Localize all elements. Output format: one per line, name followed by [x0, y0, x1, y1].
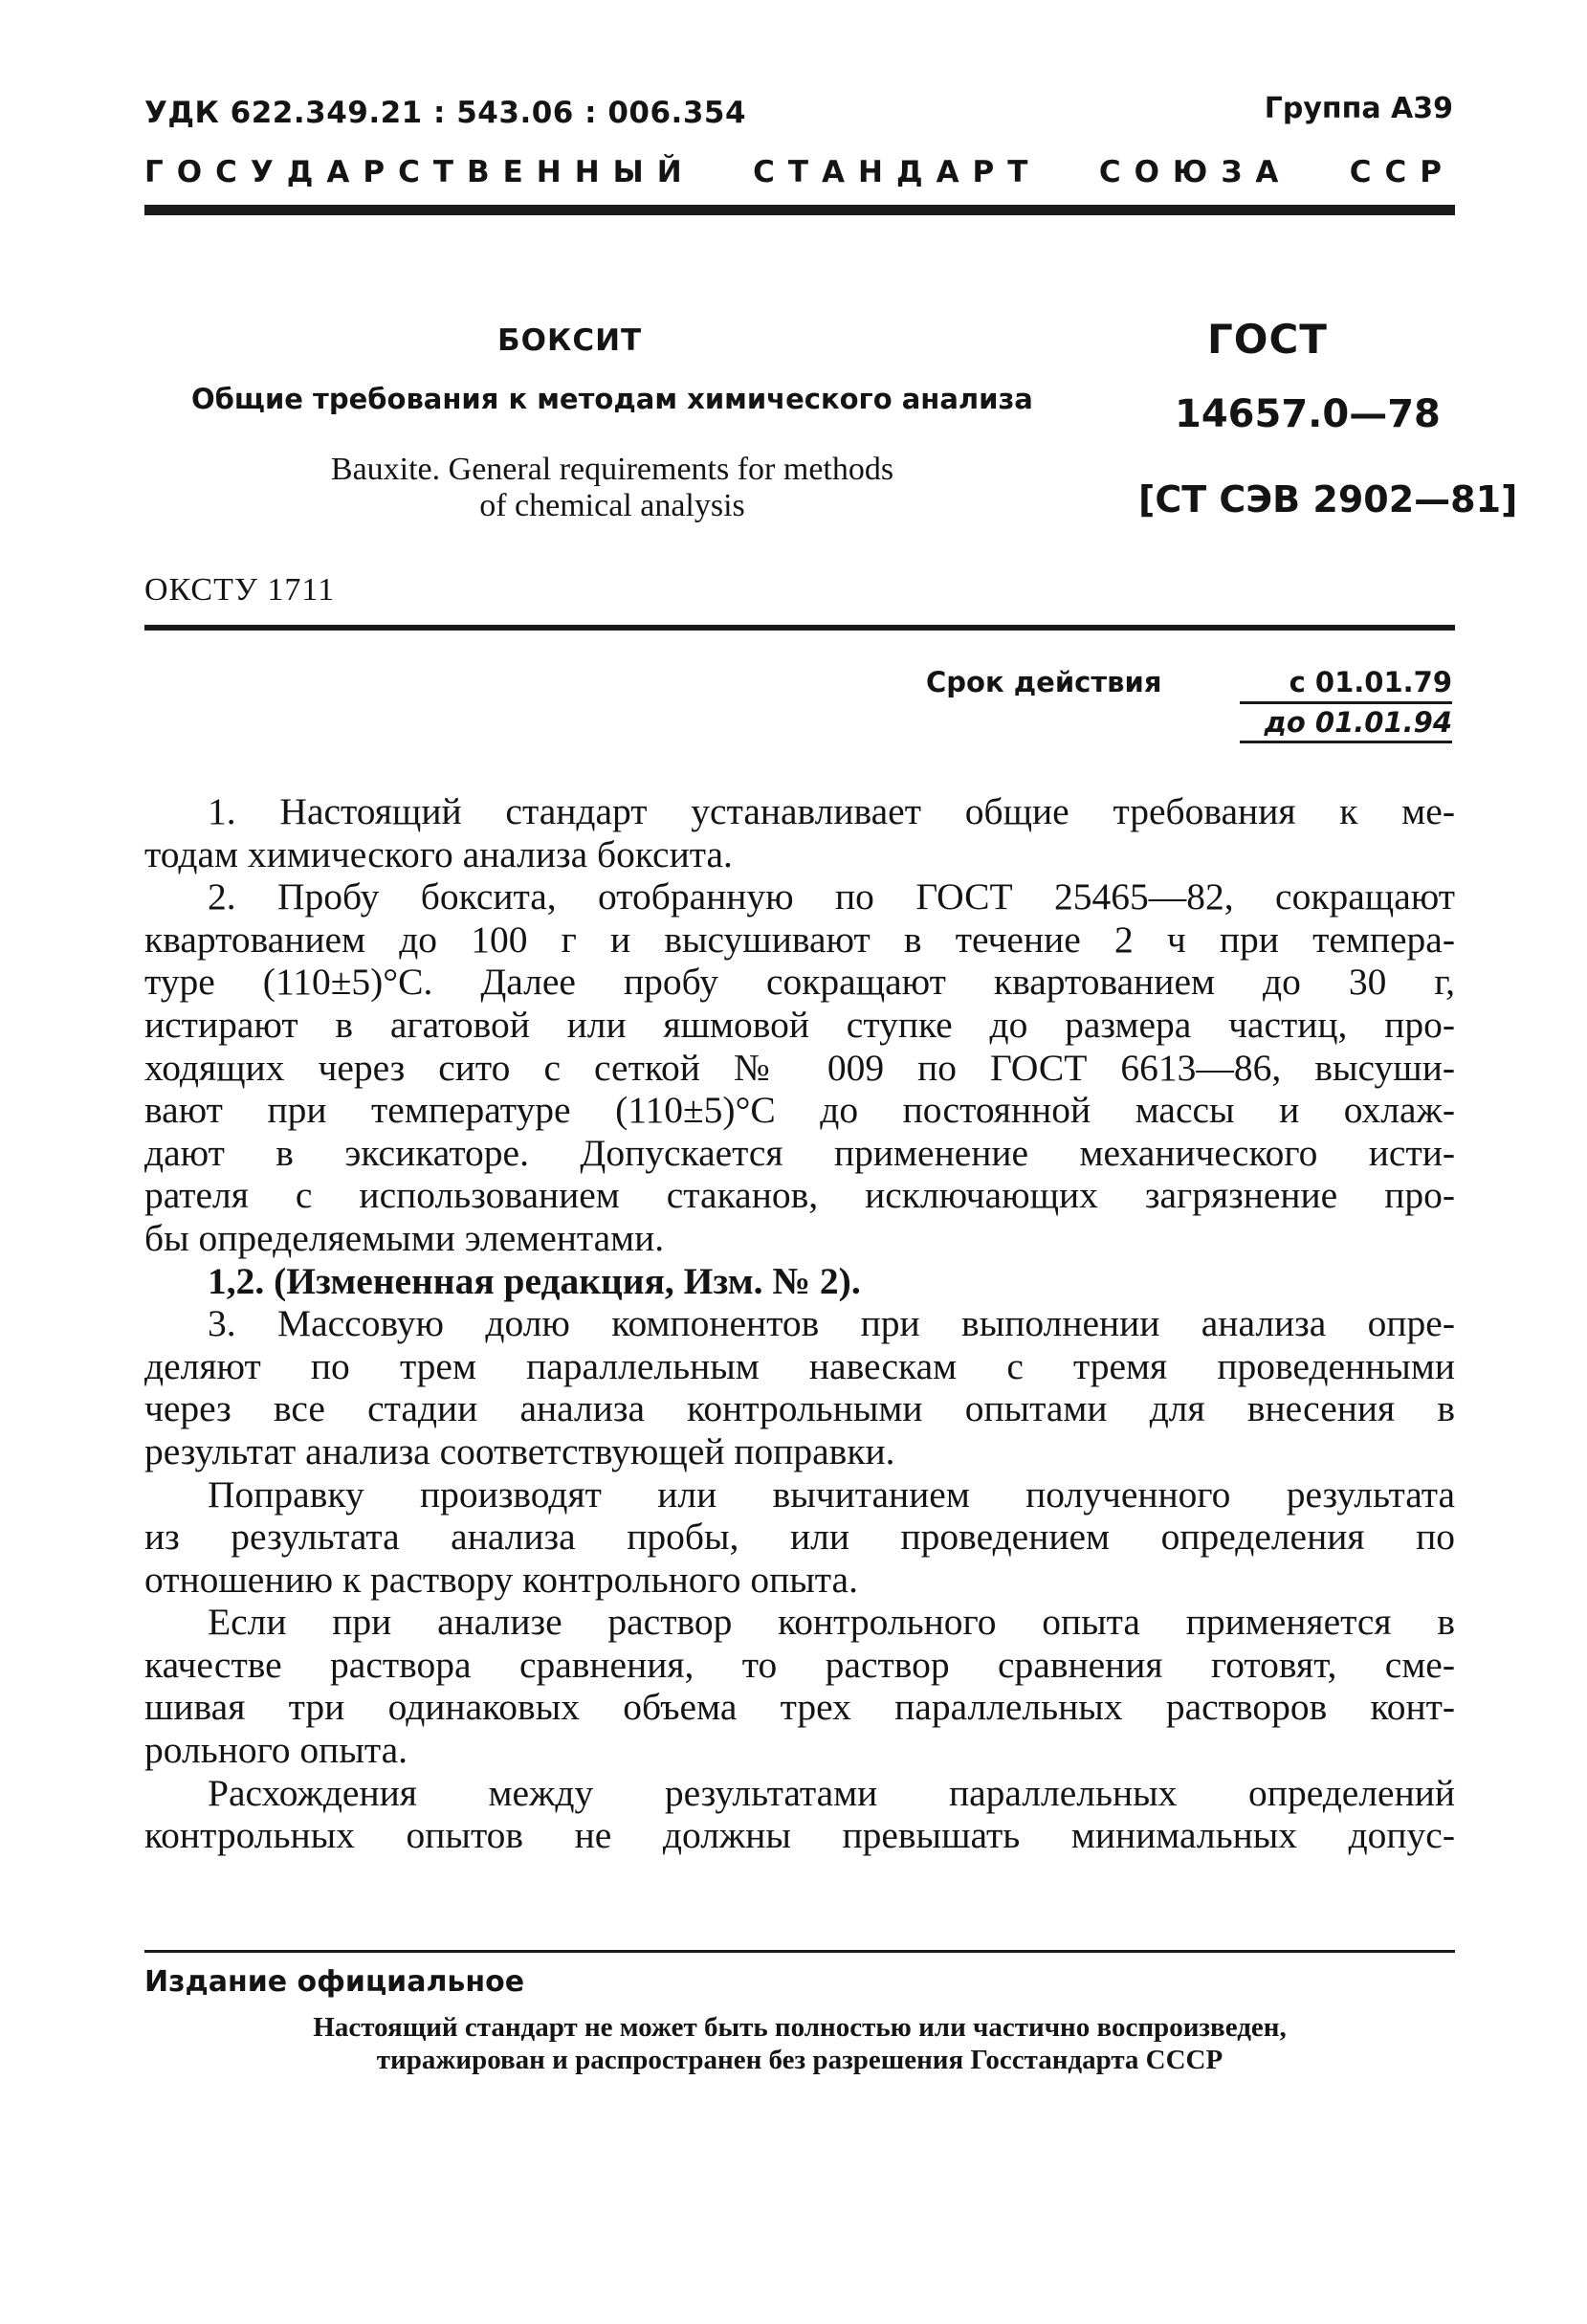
paragraph-3-line: деляют по трем параллельным навескам с тремя проведенными: [144, 1344, 1455, 1387]
okstu-code: ОКСТУ 1711: [144, 572, 336, 608]
paragraph-2-line: квартованием до 100 г и высушивают в течение 2 ч при темпера-: [144, 918, 1455, 961]
header-rule: [144, 205, 1455, 215]
paragraph-3-line: через все стадии анализа контрольными опытами для внесения в: [144, 1387, 1455, 1430]
paragraph-2-line: вают при температуре (110±5)°С до постоянной массы и охлаж-: [144, 1089, 1455, 1132]
english-title-line: Bauxite. General requirements for methods: [330, 452, 894, 487]
paragraph-2-line: дают в эксикаторе. Допускается применение механического исти-: [144, 1131, 1455, 1174]
paragraph-5-line: рольного опыта.: [144, 1729, 408, 1772]
paragraph-5-line: шивая три одинаковых объема трех параллельных растворов конт-: [144, 1686, 1455, 1729]
document-subtitle: Общие требования к методам химического анализа: [191, 383, 1033, 415]
gost-label: ГОСТ: [1207, 316, 1328, 363]
st-sev-number: [СТ СЭВ 2902—81]: [1138, 478, 1518, 520]
amendment-note: 1,2. (Измененная редакция, Изм. № 2).: [208, 1259, 861, 1302]
copyright-notice-line: тиражирован и распространен без разрешения Госстандарта СССР: [376, 2045, 1223, 2075]
paragraph-4-line: отношению к раствору контрольного опыта.: [144, 1558, 858, 1601]
footer-rule: [144, 1950, 1455, 1953]
paragraph-3-line: результат анализа соответствующей поправки.: [144, 1429, 895, 1472]
paragraph-1-line: тодам химического анализа боксита.: [144, 832, 733, 875]
state-standard-banner: [144, 155, 1455, 189]
validity-from: с 01.01.79: [1289, 666, 1452, 698]
paragraph-2-line: ходящих через сито с сеткой № 009 по ГОСТ 6613—86, высуши-: [144, 1046, 1455, 1089]
banner-word: ГОСУДАРСТВЕННЫЙ: [144, 155, 695, 189]
paragraph-1-line: 1. Настоящий стандарт устанавливает общие требования к ме-: [208, 790, 1455, 832]
banner-word: СТАНДАРТ: [753, 155, 1042, 189]
paragraph-3-line: 3. Массовую долю компонентов при выполнении анализа опре-: [208, 1302, 1455, 1345]
paragraph-2-line: 2. Пробу боксита, отобранную по ГОСТ 25465—82, сокращают: [208, 875, 1455, 919]
group-code: Группа А39: [1264, 92, 1453, 125]
udk-code: УДК 622.349.21 : 543.06 : 006.354: [144, 96, 747, 130]
document-title: БОКСИТ: [497, 323, 643, 358]
validity-to: до 01.01.94: [1264, 706, 1452, 739]
banner-word: СОЮЗА: [1098, 155, 1292, 189]
title-rule: [144, 625, 1455, 631]
validity-label: Срок действия: [926, 666, 1162, 698]
paragraph-5-line: качестве раствора сравнения, то раствор сравнения готовят, сме-: [144, 1643, 1455, 1686]
gost-number: 14657.0—78: [1175, 392, 1441, 436]
paragraph-2-line: туре (110±5)°С. Далее пробу сокращают квартованием до 30 г,: [144, 961, 1455, 1004]
copyright-notice-line: Настоящий стандарт не может быть полностью или частично воспроизведен,: [313, 2012, 1287, 2043]
body-text: [144, 790, 1455, 1857]
validity-underline: [1240, 701, 1452, 704]
english-title-line: of chemical analysis: [479, 488, 745, 523]
paragraph-4-line: Поправку производят или вычитанием полученного результата: [208, 1472, 1455, 1516]
official-edition-label: Издание официальное: [144, 1965, 525, 1999]
paragraph-6-line: контрольных опытов не должны превышать минимальных допус-: [144, 1814, 1455, 1857]
paragraph-2-line: рателя с использованием стаканов, исключающих загрязнение про-: [144, 1174, 1455, 1217]
paragraph-5-line: Если при анализе раствор контрольного опыта применяется в: [208, 1601, 1455, 1644]
paragraph-6-line: Расхождения между результатами параллельных определений: [208, 1771, 1455, 1814]
paragraph-2-line: истирают в агатовой или яшмовой ступке до размера частиц, про-: [144, 1003, 1455, 1046]
banner-word: ССР: [1349, 155, 1455, 189]
english-title: [249, 452, 976, 524]
paragraph-2-line: бы определяемыми элементами.: [144, 1216, 665, 1259]
copyright-notice: [144, 2011, 1455, 2076]
paragraph-4-line: из результата анализа пробы, или проведением определения по: [144, 1516, 1455, 1559]
validity-underline: [1240, 741, 1452, 743]
